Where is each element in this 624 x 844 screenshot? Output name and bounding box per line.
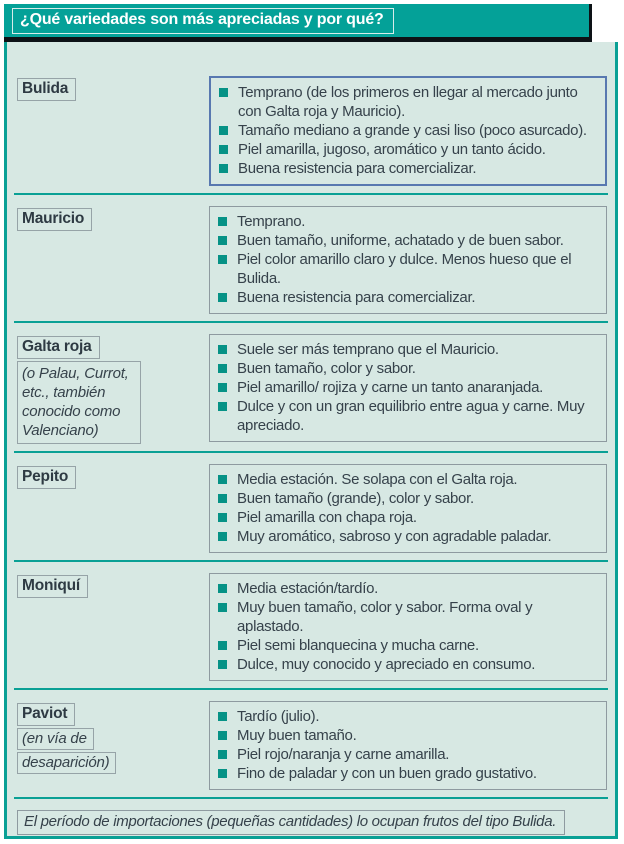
bullet-square-icon (218, 712, 227, 721)
bullet-text: Piel amarilla, jugoso, aromático y un tanto ácido. (238, 141, 546, 158)
bullet-square-icon (218, 383, 227, 392)
footnote: El período de importaciones (pequeñas cantidades) lo ocupan frutos del tipo Bulida. (17, 810, 565, 835)
variety-name-galta-roja: Galta roja (17, 336, 100, 359)
variety-row-galta-roja (7, 323, 615, 451)
bullet-text: Muy buen tamaño, color y sabor. Forma oval y aplastado. (237, 599, 533, 635)
bullet-text: Dulce, muy conocido y apreciado en consumo. (237, 656, 536, 673)
bullet-text: Piel semi blanquecina y mucha carne. (237, 637, 479, 654)
variety-label-column (17, 206, 209, 314)
variety-details-box-paviot (209, 701, 607, 790)
list-item (216, 707, 598, 726)
variety-details-box-bulida (209, 76, 607, 186)
bullet-text: Media estación. Se solapa con el Galta roja. (237, 471, 518, 488)
bullet-text: Muy aromático, sabroso y con agradable paladar. (237, 528, 552, 545)
list-item (216, 726, 598, 745)
variety-name-paviot: Paviot (17, 703, 75, 726)
list-item (216, 397, 598, 435)
bullet-square-icon (218, 475, 227, 484)
bullet-list (216, 579, 598, 674)
bullet-square-icon (218, 603, 227, 612)
subname-line: Valenciano) (22, 422, 99, 439)
variety-subname-galta-roja (17, 361, 141, 444)
bullet-square-icon (218, 641, 227, 650)
bullet-text: Suele ser más temprano que el Mauricio. (237, 341, 499, 358)
list-item (216, 470, 598, 489)
page-title: ¿Qué variedades son más apreciadas y por qué? (12, 8, 394, 34)
bullet-square-icon (218, 750, 227, 759)
variety-label-column (17, 701, 209, 790)
list-item (216, 636, 598, 655)
list-item (217, 159, 597, 178)
bullet-text: Muy buen tamaño. (237, 727, 357, 744)
header-bar (4, 4, 592, 42)
list-item (216, 250, 598, 288)
bullet-square-icon (218, 584, 227, 593)
variety-label-column (17, 573, 209, 681)
list-item (216, 359, 598, 378)
bullet-text: Media estación/tardío. (237, 580, 378, 597)
variety-name-bulida: Bulida (17, 78, 76, 101)
bullet-list (216, 707, 598, 783)
bullet-square-icon (218, 217, 227, 226)
list-item (216, 655, 598, 674)
variety-details-box-pepito (209, 464, 607, 553)
variety-details-box-mauricio (209, 206, 607, 314)
bullet-square-icon (218, 731, 227, 740)
subname-line: etc., también (22, 384, 106, 401)
bullet-square-icon (219, 145, 228, 154)
variety-details-box-galta-roja (209, 334, 607, 442)
list-item (216, 745, 598, 764)
list-item (216, 527, 598, 546)
subname-line: (o Palau, Currot, (22, 365, 129, 382)
variety-label-column (17, 464, 209, 553)
bullet-square-icon (218, 402, 227, 411)
bullet-square-icon (218, 293, 227, 302)
bullet-list (217, 83, 597, 178)
bullet-text: Temprano. (237, 213, 306, 230)
list-item (216, 212, 598, 231)
variety-row-paviot (7, 690, 615, 797)
variety-name-pepito: Pepito (17, 466, 76, 489)
list-item (216, 378, 598, 397)
bullet-list (216, 470, 598, 546)
bullet-list (216, 212, 598, 307)
variety-name-mauricio: Mauricio (17, 208, 92, 231)
bullet-text: Piel amarillo/ rojiza y carne un tanto anaranjada. (237, 379, 544, 396)
bullet-text: Buena resistencia para comercializar. (238, 160, 477, 177)
bullet-square-icon (218, 364, 227, 373)
variety-label-column (17, 334, 209, 444)
bullet-text: Fino de paladar y con un buen grado gustativo. (237, 765, 537, 782)
variety-name-moniqui: Moniquí (17, 575, 88, 598)
list-item (216, 231, 598, 250)
list-item (216, 489, 598, 508)
bullet-text: Piel rojo/naranja y carne amarilla. (237, 746, 450, 763)
list-item (217, 121, 597, 140)
list-item (216, 508, 598, 527)
bullet-text: Piel color amarillo claro y dulce. Menos hueso que el Bulida. (237, 251, 572, 287)
bullet-square-icon (218, 532, 227, 541)
bullet-text: Buen tamaño, uniforme, achatado y de buen sabor. (237, 232, 564, 249)
bullet-text: Tardío (julio). (237, 708, 320, 725)
bullet-square-icon (218, 769, 227, 778)
bullet-square-icon (218, 494, 227, 503)
subname-line: conocido como (22, 403, 121, 420)
bullet-text: Buen tamaño (grande), color y sabor. (237, 490, 474, 507)
bullet-square-icon (218, 255, 227, 264)
bullet-square-icon (219, 164, 228, 173)
bullet-list (216, 340, 598, 435)
bullet-square-icon (219, 126, 228, 135)
variety-row-pepito (7, 453, 615, 560)
variety-row-moniqui (7, 562, 615, 688)
variety-row-mauricio (7, 195, 615, 321)
bullet-square-icon (218, 345, 227, 354)
footnote-row (7, 799, 615, 835)
list-item (217, 83, 597, 121)
variety-subname-paviot-line2: desaparición) (17, 752, 116, 774)
bullet-square-icon (218, 660, 227, 669)
content-panel (4, 42, 618, 839)
variety-label-column (17, 76, 209, 186)
bullet-text: Buen tamaño, color y sabor. (237, 360, 416, 377)
list-item (216, 598, 598, 636)
bullet-square-icon (218, 513, 227, 522)
bullet-text: Dulce y con un gran equilibrio entre agua y carne. Muy apreciado. (237, 398, 585, 434)
list-item (216, 579, 598, 598)
variety-row-bulida (7, 42, 615, 193)
bullet-text: Piel amarilla con chapa roja. (237, 509, 417, 526)
list-item (216, 340, 598, 359)
bullet-square-icon (218, 236, 227, 245)
bullet-square-icon (219, 88, 228, 97)
list-item (216, 764, 598, 783)
bullet-text: Buena resistencia para comercializar. (237, 289, 476, 306)
list-item (216, 288, 598, 307)
bullet-text: Tamaño mediano a grande y casi liso (poco asurcado). (238, 122, 587, 139)
bullet-text: Temprano (de los primeros en llegar al mercado junto con Galta roja y Mauricio). (238, 84, 578, 120)
variety-subname-paviot-line1: (en vía de (17, 728, 94, 750)
list-item (217, 140, 597, 159)
variety-details-box-moniqui (209, 573, 607, 681)
